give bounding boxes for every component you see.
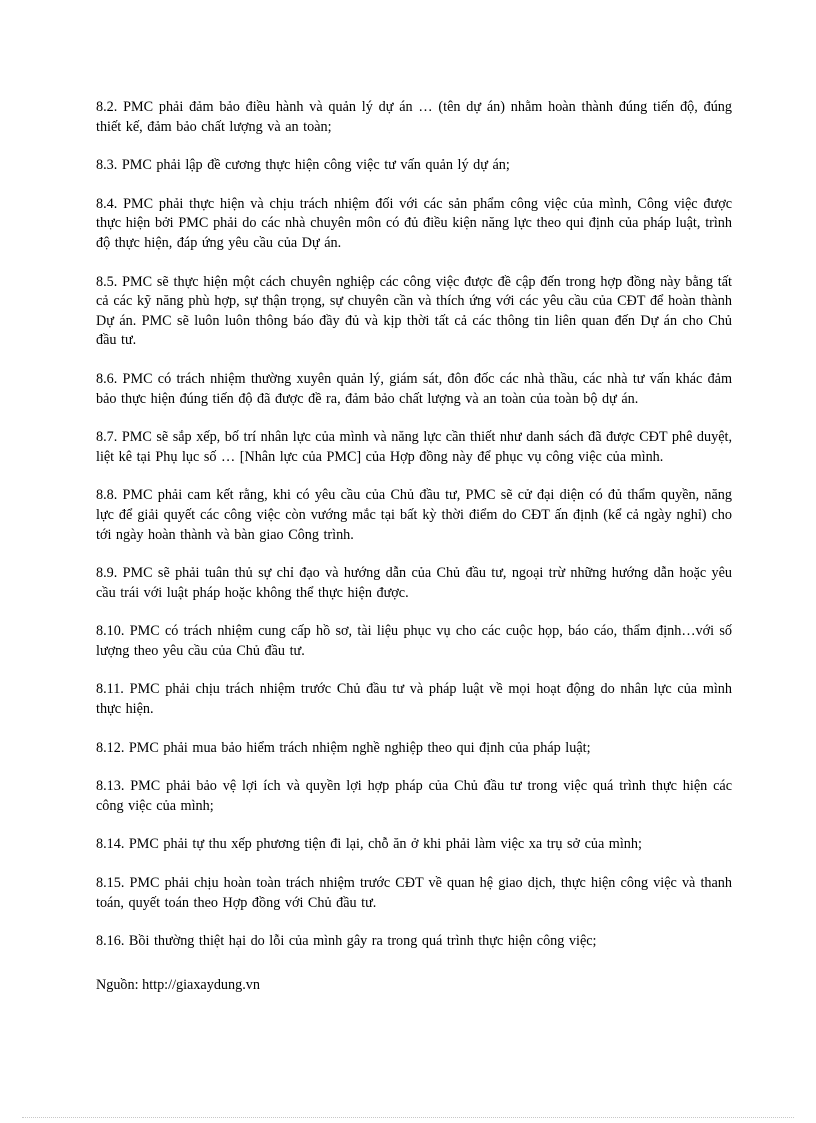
- source-note: Nguồn: http://giaxaydung.vn: [96, 976, 260, 993]
- clause-8-4: 8.4. PMC phải thực hiện và chịu trách nhiệm đối với các sản phẩm công việc của mình, Công việc được thực hiện bởi PMC phải do các nhà chuyên môn có đủ điều kiện năng lực theo qui định của pháp luật, trình độ thực hiện, đáp ứng yêu cầu của Dự án.: [96, 195, 732, 251]
- clause-8-7: 8.7. PMC sẽ sắp xếp, bố trí nhân lực của mình và năng lực cần thiết như danh sách đã được CĐT phê duyệt, liệt kê tại Phụ lục số … [Nhân lực của PMC] của Hợp đồng này để phục vụ công việc của mình.: [96, 429, 732, 465]
- clause-8-12: 8.12. PMC phải mua bảo hiểm trách nhiệm nghề nghiệp theo qui định của pháp luật;: [96, 739, 591, 756]
- clause-8-10: 8.10. PMC có trách nhiệm cung cấp hồ sơ, tài liệu phục vụ cho các cuộc họp, báo cáo, thẩm định…với số lượng theo yêu cầu của Chủ đầu tư.: [96, 623, 732, 659]
- clause-8-5: 8.5. PMC sẽ thực hiện một cách chuyên nghiệp các công việc được đề cập đến trong hợp đồng này bằng tất cả các kỹ năng phù hợp, sự thận trọng, sự chuyên cần và thích ứng với các yêu cầu của CĐT để hoàn thành Dự án. PMC sẽ luôn luôn thông báo đầy đủ và kịp thời tất cả các thông tin liên quan đến Dự án cho Chủ đầu tư.: [96, 273, 732, 349]
- clause-8-6: 8.6. PMC có trách nhiệm thường xuyên quản lý, giám sát, đôn đốc các nhà thầu, các nhà tư vấn khác đảm bảo thực hiện đúng tiến độ đã được đề ra, đảm bảo chất lượng và an toàn của toàn bộ dự án.: [96, 370, 732, 407]
- page-bottom-divider: [22, 1117, 794, 1118]
- document-page: [96, 98, 732, 995]
- clause-8-8: 8.8. PMC phải cam kết rằng, khi có yêu cầu của Chủ đầu tư, PMC sẽ cử đại diện có đủ thẩm quyền, năng lực để giải quyết các công việc còn vướng mắc tại bất kỳ thời điểm do CĐT ấn định (kể cả ngày nghỉ) cho tới ngày hoàn thành và bàn giao Công trình.: [96, 487, 732, 543]
- clause-8-16: 8.16. Bồi thường thiệt hại do lỗi của mình gây ra trong quá trình thực hiện công việc;: [96, 933, 597, 950]
- clause-8-9: 8.9. PMC sẽ phải tuân thủ sự chỉ đạo và hướng dẫn của Chủ đầu tư, ngoại trừ những hướng dẫn hoặc yêu cầu trái với luật pháp hoặc không thể thực hiện được.: [96, 565, 732, 601]
- clause-8-15: 8.15. PMC phải chịu hoàn toàn trách nhiệm trước CĐT về quan hệ giao dịch, thực hiện công việc và thanh toán, quyết toán theo Hợp đồng với Chủ đầu tư.: [96, 875, 732, 911]
- clause-8-13: 8.13. PMC phải bảo vệ lợi ích và quyền lợi hợp pháp của Chủ đầu tư trong việc quá trình thực hiện các công việc của mình;: [96, 778, 732, 814]
- clause-8-11: 8.11. PMC phải chịu trách nhiệm trước Chủ đầu tư và pháp luật về mọi hoạt động do nhân lực của mình thực hiện.: [96, 681, 732, 718]
- clause-8-2: 8.2. PMC phải đảm bảo điều hành và quản lý dự án … (tên dự án) nhằm hoàn thành đúng tiến độ, đúng thiết kế, đảm bảo chất lượng và an toàn;: [96, 99, 732, 135]
- clause-8-3: 8.3. PMC phải lập đề cương thực hiện công việc tư vấn quản lý dự án;: [96, 157, 510, 174]
- clause-8-14: 8.14. PMC phải tự thu xếp phương tiện đi lại, chỗ ăn ở khi phải làm việc xa trụ sở của mình;: [96, 836, 642, 853]
